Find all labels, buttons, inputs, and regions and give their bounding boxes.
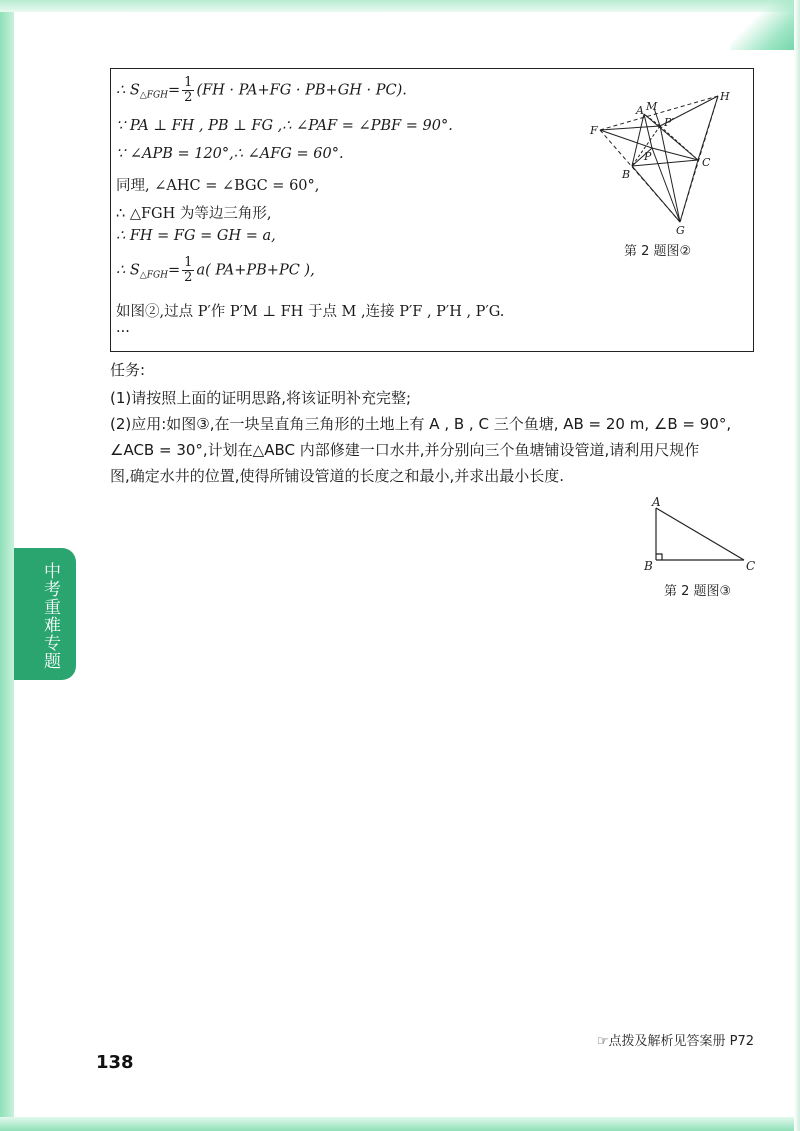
fig2-line-BC	[632, 160, 698, 166]
page-number: 138	[96, 1052, 134, 1073]
task-heading: 任务:	[110, 361, 146, 379]
fig2-line-CH	[698, 96, 718, 160]
proof-line-7-eq: =	[168, 262, 181, 279]
proof-line-1-eq: =	[168, 82, 181, 99]
fig2-line-PpG	[660, 126, 680, 222]
top-decor-strip	[0, 0, 800, 12]
proof-line-9: ···	[116, 324, 130, 340]
fig2-label-B: B	[622, 168, 631, 181]
fig2-label-P-prime: P′	[664, 116, 674, 129]
proof-line-7-sub: △FGH	[139, 270, 168, 281]
proof-line-1-rest: (FH · PA+FG · PB+GH · PC).	[196, 82, 407, 99]
fig2-line-PF	[600, 130, 652, 148]
fig2-line-PG	[652, 148, 680, 222]
answer-hint: ☞点拨及解析见答案册 P72	[596, 1034, 754, 1049]
proof-line-8: 如图②,过点 P′作 P′M ⊥ FH 于点 M ,连接 P′F , P′H , P′G.	[116, 304, 505, 320]
figure-3-caption: 第 2 题图③	[664, 584, 732, 599]
figure-2-diagram	[580, 84, 740, 242]
fig2-label-H: H	[720, 90, 730, 103]
proof-line-2: ∵ PA ⊥ FH , PB ⊥ FG ,∴ ∠PAF = ∠PBF = 90°.	[116, 118, 453, 134]
figure-3-diagram	[640, 494, 760, 574]
task-q1: (1)请按照上面的证明思路,将该证明补充完整;	[110, 389, 412, 407]
fig2-line-CG	[680, 160, 698, 222]
task-q2-line2: ∠ACB = 30°,计划在△ABC 内部修建一口水井,并分别向三个鱼塘铺设管道,请利用尺规作	[110, 441, 700, 459]
fig2-label-P: P	[644, 150, 652, 163]
corner-decor	[730, 0, 800, 50]
fig2-label-M: M	[646, 100, 658, 113]
proof-line-1	[116, 76, 407, 105]
left-decor-strip	[0, 0, 14, 1131]
fig3-label-A: A	[652, 495, 661, 509]
fig2-label-C: C	[702, 156, 711, 169]
fig2-label-A: A	[636, 104, 644, 117]
right-decor-edge	[794, 0, 800, 1131]
bottom-decor-strip	[0, 1117, 800, 1131]
fig3-label-B: B	[644, 559, 653, 573]
task-q2-line3: 图,确定水井的位置,使得所铺设管道的长度之和最小,并求出最小长度.	[110, 467, 565, 485]
fig3-right-angle-mark	[656, 554, 662, 560]
fig2-line-AB	[632, 114, 644, 166]
proof-line-1-sub: △FGH	[139, 90, 168, 101]
fraction-den: 2	[184, 270, 193, 285]
proof-line-5: ∴ △FGH 为等边三角形,	[116, 206, 272, 222]
fig2-label-F: F	[590, 124, 598, 137]
figure-2-caption: 第 2 题图②	[624, 244, 692, 259]
fraction-num: 1	[184, 255, 193, 270]
side-tab-label: 中考重难专题	[40, 562, 60, 670]
fig3-label-C: C	[746, 559, 756, 573]
proof-line-4: 同理, ∠AHC = ∠BGC = 60°,	[116, 178, 320, 194]
fig2-line-PpF	[600, 126, 660, 130]
fraction-half	[182, 76, 194, 105]
proof-line-7-rest: a( PA+PB+PC ),	[196, 262, 315, 279]
fraction-den: 2	[184, 90, 193, 105]
proof-line-6: ∴ FH = FG = GH = a,	[116, 228, 276, 244]
fig2-line-BG	[632, 166, 680, 222]
task-q2-line1: (2)应用:如图③,在一块呈直角三角形的土地上有 A , B , C 三个鱼塘, AB = 20 m, ∠B = 90°,	[110, 415, 732, 433]
proof-line-3: ∵ ∠APB = 120°,∴ ∠AFG = 60°.	[116, 146, 344, 162]
fig3-side-CA	[656, 508, 744, 560]
fraction-half	[182, 256, 194, 285]
proof-line-7	[116, 256, 315, 285]
proof-line-1-lead: ∴ S	[116, 82, 140, 99]
fraction-num: 1	[184, 75, 193, 90]
fig2-label-G: G	[676, 224, 685, 237]
proof-line-7-lead: ∴ S	[116, 262, 140, 279]
